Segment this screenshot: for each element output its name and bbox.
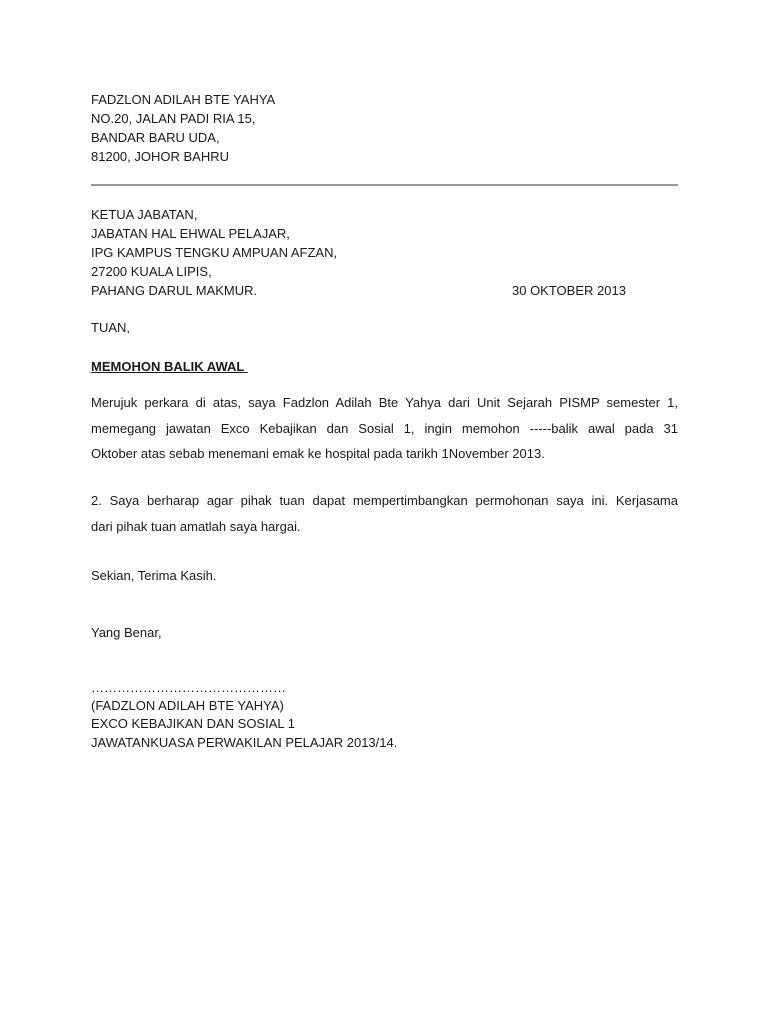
body-paragraph-1 xyxy=(91,390,678,467)
closing-line: Sekian, Terima Kasih. xyxy=(91,568,217,583)
signoff-line: Yang Benar, xyxy=(91,625,162,640)
letter-date: 30 OKTOBER 2013 xyxy=(512,283,626,298)
sender-address-line-2: BANDAR BARU UDA, xyxy=(91,130,220,145)
paragraph-1-row-1: Merujuk perkara di atas, saya Fadzlon Adilah Bte Yahya dari Unit Sejarah PISMP semester 1, xyxy=(91,395,678,410)
signatory-committee: JAWATANKUASA PERWAKILAN PELAJAR 2013/14. xyxy=(91,735,398,750)
body-paragraph-2 xyxy=(91,488,678,539)
sender-address-line-1: NO.20, JALAN PADI RIA 15, xyxy=(91,111,256,126)
salutation: TUAN, xyxy=(91,320,130,335)
paragraph-2-row-2: dari pihak tuan amatlah saya hargai. xyxy=(91,518,301,534)
sender-address-line-3: 81200, JOHOR BAHRU xyxy=(91,149,229,164)
header-divider xyxy=(91,184,678,186)
recipient-line-5: PAHANG DARUL MAKMUR. xyxy=(91,283,258,298)
paragraph-2-row-1: 2. Saya berharap agar pihak tuan dapat mempertimbangkan permohonan saya ini. Kerjasama xyxy=(91,493,678,508)
recipient-line-1: KETUA JABATAN, xyxy=(91,207,198,222)
letter-subject: MEMOHON BALIK AWAL xyxy=(91,359,248,374)
paragraph-1-row-2: memegang jawatan Exco Kebajikan dan Sosial 1, ingin memohon -----balik awal pada 31 xyxy=(91,420,678,436)
recipient-line-2: JABATAN HAL EHWAL PELAJAR, xyxy=(91,226,290,241)
signatory-position: EXCO KEBAJIKAN DAN SOSIAL 1 xyxy=(91,716,295,731)
recipient-line-3: IPG KAMPUS TENGKU AMPUAN AFZAN, xyxy=(91,245,338,260)
signatory-name: (FADZLON ADILAH BTE YAHYA) xyxy=(91,698,284,713)
sender-name: FADZLON ADILAH BTE YAHYA xyxy=(91,92,276,107)
paragraph-1-row-3: Oktober atas sebab menemani emak ke hospital pada tarikh 1November 2013. xyxy=(91,446,545,461)
recipient-line-4: 27200 KUALA LIPIS, xyxy=(91,264,212,279)
signature-line: ……………………………………… xyxy=(91,680,286,695)
